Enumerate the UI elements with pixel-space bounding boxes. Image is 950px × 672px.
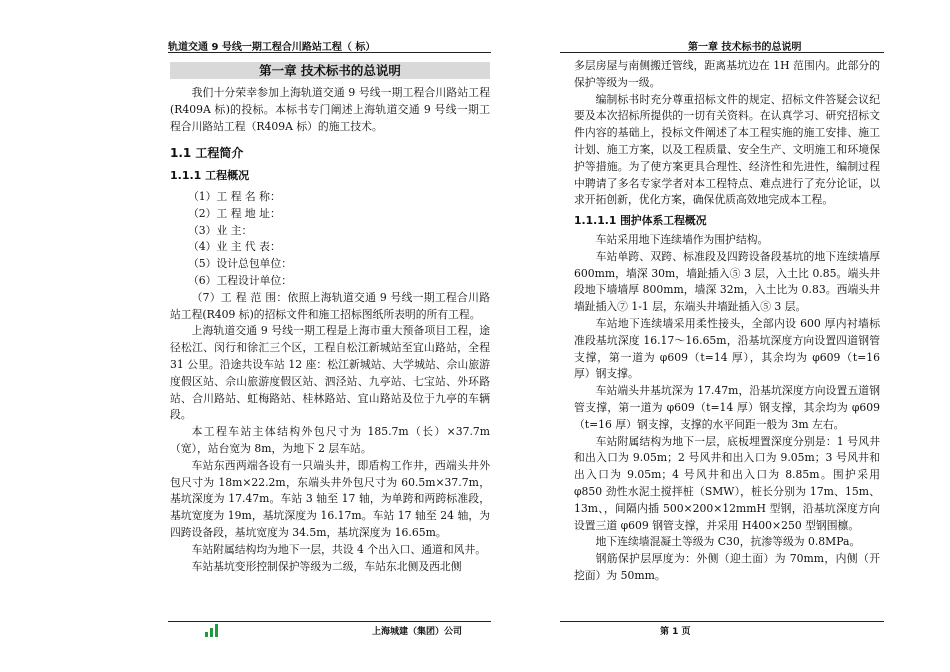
section-1-1-1-1-title: 1.1.1.1 围护体系工程概况 xyxy=(574,214,707,228)
body-paragraph: 车站东西两端各设有一只端头井，即盾构工作井，西端头井外包尺寸为 18m×22.2m，东端头井外包尺寸为 60.5m×37.7m，基坑深度为 17.47m。车站 3 轴至 17 轴，为单跨和两跨标准段，基坑宽度为 19m，基坑深度为 16.17m。车站 17 轴至 24 轴，为四跨设备段，基坑宽度为 34.5m，基坑深度为 16.65m。 xyxy=(170,458,490,539)
list-item-7: （7）工 程 范 围：依照上海轨道交通 9 号线一期工程合川路站工程(R409 标)的招标文件和施工招标图纸所表明的所有工程。 xyxy=(170,290,490,321)
body-paragraph: 车站地下连续墙采用柔性接头，全部内设 600 厚内衬墙标准段基坑深度 16.17～16.65m，沿基坑深度方向设置四道钢管支撑，第一道为 φ609（t=14 厚），其余均为 φ609（t=16 厚）钢支撑。 xyxy=(574,316,880,381)
list-item: （3）业 主： xyxy=(188,223,253,237)
list-item: （2）工 程 地 址： xyxy=(188,206,281,220)
body-paragraph: 地下连续墙混凝土等级为 C30，抗渗等级为 0.8MPa。 xyxy=(595,535,861,549)
body-paragraph: 上海轨道交通 9 号线一期工程是上海市重大预备项目工程，途径松江、闵行和徐汇三个区，工程自松江新城站至宜山路站，全程 31 公里。沿途共设车站 12 座：松江新城站、大学城站、佘山旅游度假区站、佘山旅游度假区站、泗泾站、九亭站、七宝站、外环路站、合川路站、虹梅路站、桂林路站、宜山路站及位于九亭的车辆段。 xyxy=(170,324,490,422)
list-item: （4）业 主 代 表： xyxy=(188,240,281,254)
list-item: （5）设计总包单位： xyxy=(188,257,293,271)
header-left-title: 轨道交通 9 号线一期工程合川路站工程（ 标） xyxy=(168,42,376,53)
list-item: （6）工程设计单位： xyxy=(188,273,293,287)
footer-rule-right xyxy=(560,621,884,622)
body-paragraph: 编制标书时充分尊重招标文件的规定、招标文件答疑会议纪要及本次招标所提供的一切有关资料。在认真学习、研究招标文件内容的基础上，投标文件阐述了本工程实施的施工安排、施工计划、施工方案，以及工程质量、安全生产、文明施工和环境保护等措施。为了使方案更具合理性、经济性和先进性，编制过程中聘请了多名专家学者对本工程特点、难点进行了充分论证，以求开拓创新，优化方案，确保优质高效地完成本工程。 xyxy=(574,92,880,207)
left-column xyxy=(170,60,490,575)
body-paragraph: 车站附属结构均为地下一层，共设 4 个出入口、通道和风井。 xyxy=(191,542,487,556)
right-column xyxy=(574,58,880,585)
company-logo-icon xyxy=(205,624,219,637)
body-paragraph: 车站基坑变形控制保护等级为二级，车站东北侧及西北侧 xyxy=(191,559,462,573)
intro-paragraph: 我们十分荣幸参加上海轨道交通 9 号线一期工程合川路站工程(R409A 标)的投标。本标书专门阐述上海轨道交通 9 号线一期工程合川路站工程（R409A 标）的施工技术。 xyxy=(170,86,490,133)
footer-page-number: 第 1 页 xyxy=(660,627,691,637)
header-right-chapter: 第一章 技术标书的总说明 xyxy=(688,42,802,53)
header-rule-left xyxy=(168,52,491,53)
section-1-1-title: 1.1 工程简介 xyxy=(170,146,244,161)
chapter-title: 第一章 技术标书的总说明 xyxy=(170,62,490,79)
body-paragraph: 本工程车站主体结构外包尺寸为 185.7m（长）×37.7m（宽），站台宽为 8m，为地下 2 层车站。 xyxy=(170,425,490,455)
body-paragraph: 车站采用地下连续墙作为围护结构。 xyxy=(595,232,769,246)
list-item: （1）工 程 名 称： xyxy=(188,189,281,203)
body-paragraph: 车站附属结构为地下一层，底板埋置深度分别是：1 号风井和出入口为 9.05m；2 号风井和出入口为 9.05m；3 号风井和出入口为 9.05m；4 号风井和出入口为 8.85m。围护采用 φ850 劲性水泥土搅拌桩（SMW），桩长分别为 17m、15m、13m、，间隔内插 500×200×12mmH 型钢，沿基坑深度方向设置三道 φ609 钢管支撑，并采用 H400×250 型钢围檩。 xyxy=(574,434,880,532)
body-paragraph: 多层房屋与南侧搬迁管线，距离基坑边在 1H 范围内。此部分的保护等级为一级。 xyxy=(574,59,880,89)
body-paragraph: 车站单跨、双跨、标准段及四跨设备段基坑的地下连续墙厚 600mm，墙深 30m，墙趾插入⑤ 3 层，入土比 0.85。端头井段地下墙墙厚 800mm，墙深 32m，入土比为 0.83。西端头井墙趾插入⑦ 1-1 层，东端头井墙趾插入⑤ 3 层。 xyxy=(574,249,880,314)
footer-rule-left xyxy=(168,621,491,622)
body-paragraph: 钢筋保护层厚度为：外侧（迎土面）为 70mm，内侧（开挖面）为 50mm。 xyxy=(574,552,880,582)
footer-company: 上海城建（集团）公司 xyxy=(372,627,463,637)
header-rule-right xyxy=(560,52,884,53)
section-1-1-1-title: 1.1.1 工程概况 xyxy=(170,169,250,183)
body-paragraph: 车站端头井基坑深为 17.47m，沿基坑深度方向设置五道钢管支撑，第一道为 φ609（t=14 厚）钢支撑，其余均为 φ609（t=16 厚）钢支撑，支撑的水平间距一般为 3m 左右。 xyxy=(574,384,880,431)
